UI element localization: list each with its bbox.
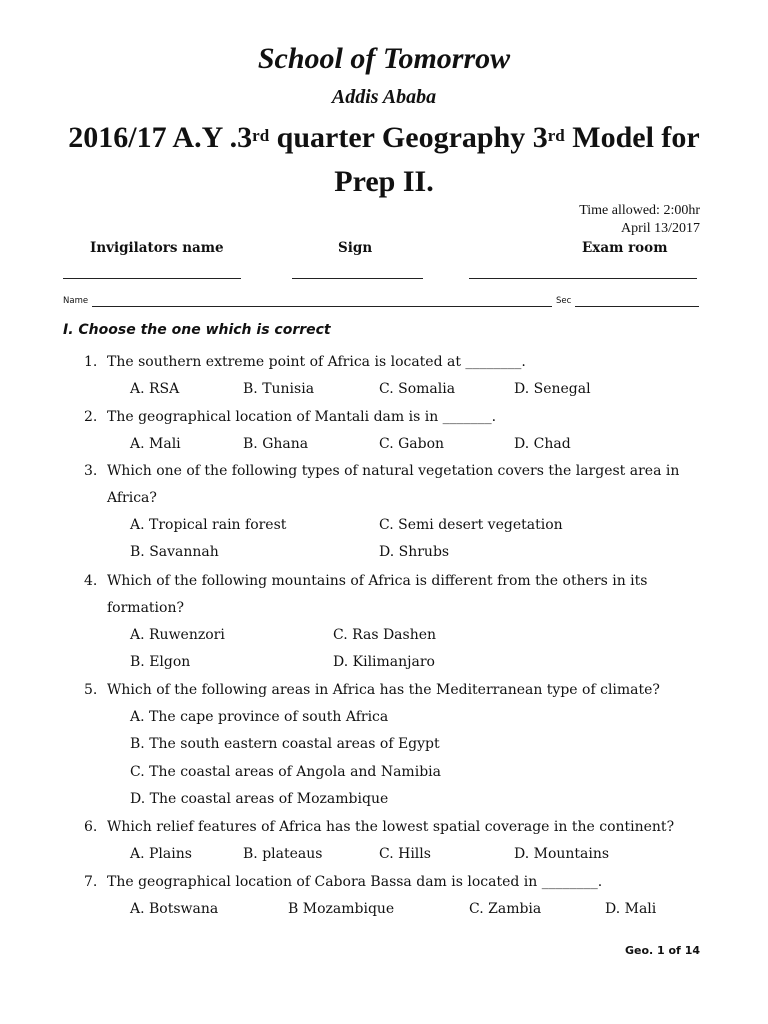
invigilator-header: Invigilators name [90, 240, 224, 256]
question-number: 6. [84, 819, 98, 835]
question-4 [84, 568, 648, 616]
q3-option-b[interactable]: B. Savannah [130, 544, 219, 560]
q4-option-a[interactable]: A. Ruwenzori [130, 627, 225, 643]
question-text: Which of the following mountains of Africa is different from the others in its [107, 573, 648, 589]
q6-option-d[interactable]: D. Mountains [514, 846, 610, 862]
q5-option-b[interactable]: B. The south eastern coastal areas of Egypt [130, 736, 440, 752]
q2-option-c[interactable]: C. Gabon [379, 436, 445, 452]
q7-option-b[interactable]: B Mozambique [288, 901, 395, 917]
q5-option-d[interactable]: D. The coastal areas of Mozambique [130, 791, 389, 807]
q4-option-b[interactable]: B. Elgon [130, 654, 191, 670]
title-part-b: quarter Geography 3 [269, 121, 548, 154]
question-text: The geographical location of Cabora Bassa dam is located in ________. [107, 874, 603, 890]
q3-option-a[interactable]: A. Tropical rain forest [130, 517, 287, 533]
footer-page: 1 [657, 944, 665, 957]
question-text: The geographical location of Mantali dam is in _______. [107, 409, 497, 425]
q2-option-b[interactable]: B. Ghana [243, 436, 309, 452]
q4-option-d[interactable]: D. Kilimanjaro [333, 654, 435, 670]
q6-option-b[interactable]: B. plateaus [243, 846, 323, 862]
footer-total: 14 [684, 944, 700, 957]
question-text: Which one of the following types of natural vegetation covers the largest area in [107, 463, 680, 479]
title-part-c: Model for [564, 121, 700, 154]
question-5 [84, 677, 660, 704]
question-text-cont: Africa? [107, 490, 157, 506]
exam-date: April 13/2017 [621, 221, 700, 236]
q6-option-c[interactable]: C. Hills [379, 846, 431, 862]
sign-header: Sign [338, 240, 373, 256]
school-name: School of Tomorrow [257, 42, 511, 75]
q2-option-a[interactable]: A. Mali [130, 436, 181, 452]
question-2 [84, 404, 497, 431]
question-number: 4. [84, 573, 98, 589]
q1-option-a[interactable]: A. RSA [130, 381, 180, 397]
title-sup-1: rd [252, 126, 270, 145]
sec-blank[interactable] [575, 306, 699, 307]
question-6 [84, 814, 675, 841]
question-3 [84, 458, 680, 506]
footer-of: of [664, 944, 685, 957]
q3-option-c[interactable]: C. Semi desert vegetation [379, 517, 563, 533]
name-row [63, 296, 703, 306]
title-part-a: 2016/17 A.Y .3 [68, 121, 253, 154]
q7-option-c[interactable]: C. Zambia [469, 901, 542, 917]
question-7 [84, 869, 603, 896]
name-label: Name [63, 296, 89, 306]
sign-blank[interactable] [292, 278, 423, 279]
time-allowed: Time allowed: 2:00hr [579, 203, 700, 218]
q7-option-d[interactable]: D. Mali [605, 901, 657, 917]
exam-room-header: Exam room [582, 240, 668, 256]
q6-option-a[interactable]: A. Plains [130, 846, 192, 862]
q4-option-c[interactable]: C. Ras Dashen [333, 627, 437, 643]
q1-option-d[interactable]: D. Senegal [514, 381, 591, 397]
q1-option-b[interactable]: B. Tunisia [243, 381, 315, 397]
question-number: 7. [84, 874, 98, 890]
question-number: 2. [84, 409, 98, 425]
question-text-cont: formation? [107, 600, 184, 616]
city-name: Addis Ababa [331, 86, 437, 108]
question-number: 1. [84, 354, 98, 370]
title-line-2: Prep II. [334, 165, 434, 198]
q3-option-d[interactable]: D. Shrubs [379, 544, 450, 560]
title-sup-2: rd [547, 126, 565, 145]
q5-option-a[interactable]: A. The cape province of south Africa [130, 709, 389, 725]
q7-option-a[interactable]: A. Botswana [130, 901, 219, 917]
question-1 [84, 349, 526, 376]
sec-label: Sec [556, 296, 572, 306]
q5-option-c[interactable]: C. The coastal areas of Angola and Namibia [130, 764, 441, 780]
question-text: The southern extreme point of Africa is located at ________. [107, 354, 526, 370]
page-footer [625, 944, 700, 957]
question-text: Which of the following areas in Africa has the Mediterranean type of climate? [107, 682, 660, 698]
question-text: Which relief features of Africa has the lowest spatial coverage in the continent? [107, 819, 675, 835]
section-title: I. Choose the one which is correct [63, 322, 331, 338]
name-blank[interactable] [92, 306, 552, 307]
question-number: 5. [84, 682, 98, 698]
invigilator-blank[interactable] [63, 278, 241, 279]
question-number: 3. [84, 463, 98, 479]
q2-option-d[interactable]: D. Chad [514, 436, 571, 452]
footer-prefix: Geo. [624, 944, 658, 957]
q1-option-c[interactable]: C. Somalia [379, 381, 456, 397]
exam-room-blank[interactable] [469, 278, 697, 279]
exam-title [0, 116, 768, 204]
